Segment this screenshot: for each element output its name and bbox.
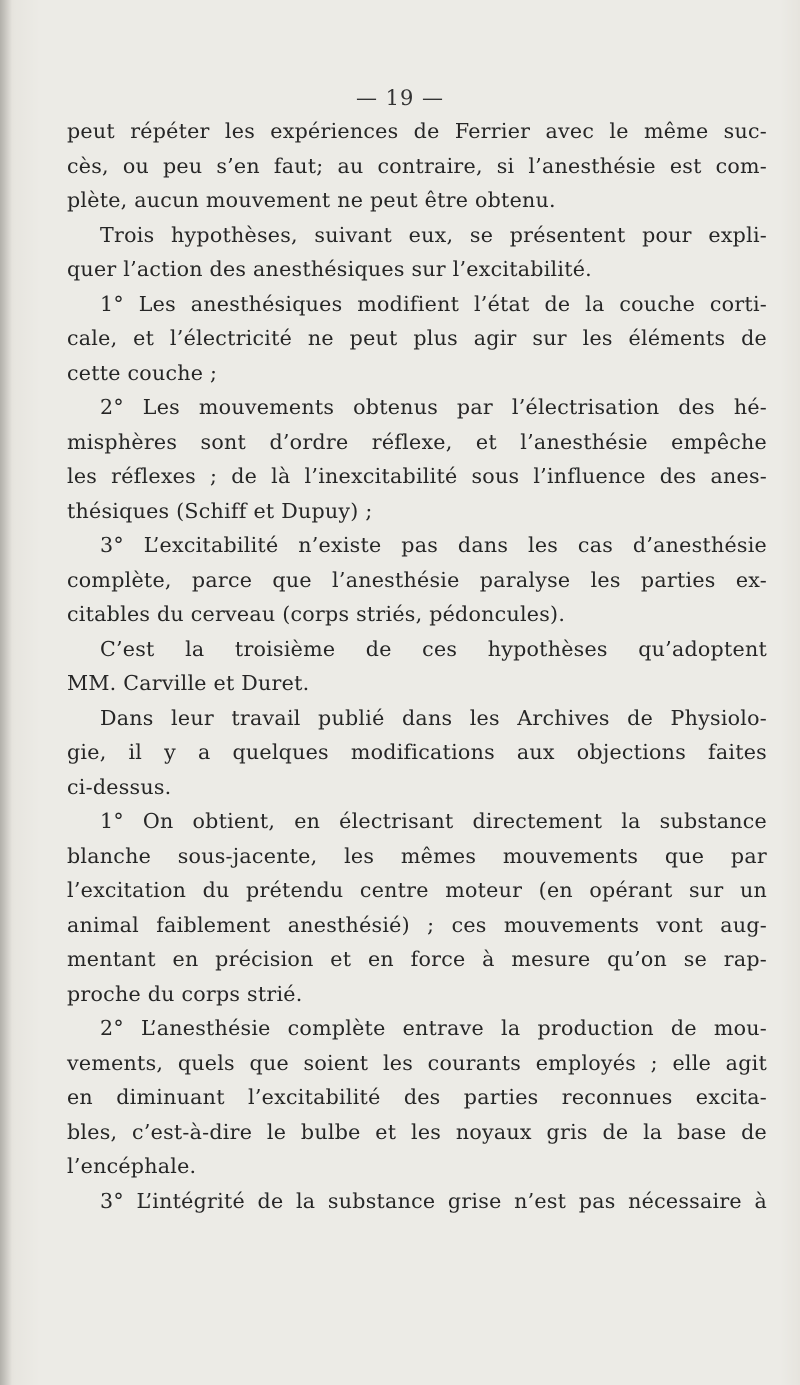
page-number: — 19 —: [355, 86, 445, 110]
text-line: 1° On obtient, en électrisant directement la substance: [100, 809, 767, 833]
text-line: en diminuant l’excitabilité des parties reconnues excita-: [67, 1085, 767, 1109]
text-line: complète, parce que l’anesthésie paralyse les parties ex-: [67, 567, 767, 592]
text-line: proche du corps strié.: [67, 981, 303, 1006]
text-line: ci-dessus.: [67, 774, 172, 799]
text-line: l’encéphale.: [67, 1154, 197, 1178]
spine-shadow: [0, 0, 12, 1385]
text-line: cette couche ;: [67, 360, 218, 385]
text-line: quer l’action des anesthésiques sur l’excitabilité.: [67, 257, 592, 281]
text-line: 3° L’excitabilité n’existe pas dans les cas d’anesthésie: [100, 533, 767, 557]
text-line: Dans leur travail publié dans les Archives de Physiolo-: [100, 705, 767, 730]
text-line: 2° Les mouvements obtenus par l’électrisation des hé-: [100, 395, 767, 419]
text-line: misphères sont d’ordre réflexe, et l’anesthésie empêche: [67, 429, 767, 454]
text-line: 2° L’anesthésie complète entrave la production de mou-: [100, 1016, 767, 1040]
text-line: C’est la troisième de ces hypothèses qu’adoptent: [100, 636, 767, 661]
text-line: animal faiblement anesthésié) ; ces mouvements vont aug-: [67, 912, 767, 937]
text-line: citables du cerveau (corps striés, pédoncules).: [67, 602, 566, 626]
text-line: plète, aucun mouvement ne peut être obtenu.: [67, 188, 556, 212]
text-line: les réflexes ; de là l’inexcitabilité sous l’influence des anes-: [67, 464, 767, 488]
body-text: [67, 114, 767, 1218]
text-line: Trois hypothèses, suivant eux, se présentent pour expli-: [100, 222, 767, 247]
text-line: mentant en précision et en force à mesure qu’on se rap-: [67, 947, 767, 971]
text-line: MM. Carville et Duret.: [67, 671, 310, 695]
text-line: 1° Les anesthésiques modifient l’état de la couche corti-: [100, 291, 767, 316]
text-line: cale, et l’électricité ne peut plus agir sur les éléments de: [67, 326, 767, 350]
text-line: vements, quels que soient les courants employés ; elle agit: [67, 1050, 767, 1075]
text-line: blanche sous-jacente, les mêmes mouvements que par: [67, 843, 767, 868]
text-line: cès, ou peu s’en faut; au contraire, si l’anesthésie est com-: [67, 153, 767, 178]
text-line: gie, il y a quelques modifications aux objections faites: [67, 740, 767, 764]
text-line: l’excitation du prétendu centre moteur (en opérant sur un: [67, 878, 767, 902]
text-line: thésiques (Schiff et Dupuy) ;: [67, 498, 373, 523]
text-line: peut répéter les expériences de Ferrier avec le même suc-: [67, 119, 767, 143]
text-line: 3° L’intégrité de la substance grise n’est pas nécessaire à: [100, 1188, 767, 1213]
text-line: bles, c’est-à-dire le bulbe et les noyaux gris de la base de: [67, 1119, 767, 1144]
